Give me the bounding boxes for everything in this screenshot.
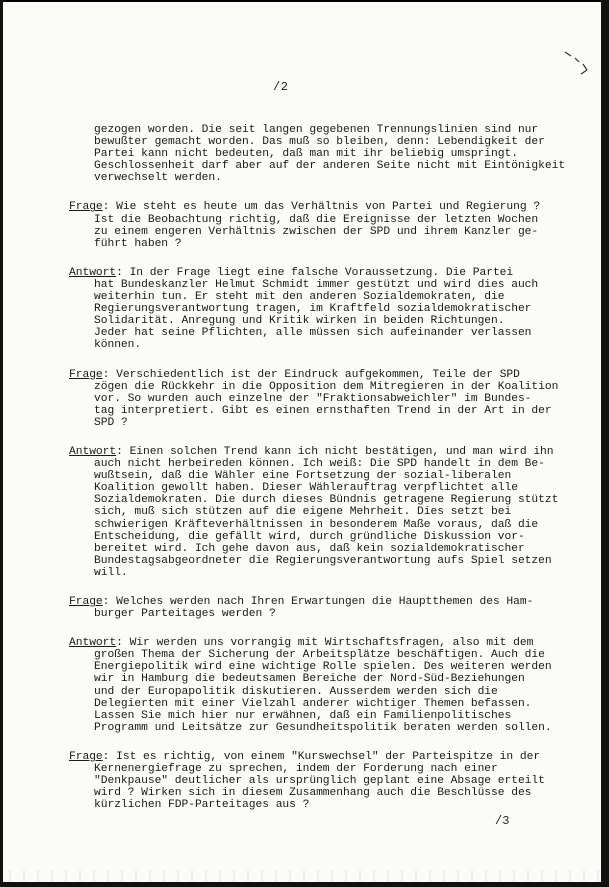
intro-paragraph (94, 124, 589, 184)
block-first-line (69, 637, 589, 649)
scan-noise (3, 870, 601, 882)
frage-block (69, 369, 589, 429)
text-line: sich, muß sich stützen auf die eigene Mehrheit. Dies setzt bei (94, 506, 512, 519)
text-line: bewußter gemacht worden. Das muß so bleiben, denn: Lebendigkeit der (94, 136, 545, 149)
block-first-line (69, 751, 589, 763)
text-line: Ist die Beobachtung richtig, daß die Ereignisse der letzten Wochen (94, 213, 539, 226)
line-text: : In der Frage liegt eine falsche Voraussetzung. Die Partei (116, 266, 514, 279)
antwort-block (69, 637, 589, 734)
text-line: Kernenergiefrage zu sprechen, indem der Forderung nach einer (94, 763, 498, 776)
page-number-top: /2 (273, 80, 289, 94)
text-line: führt haben ? (94, 237, 182, 250)
block-first-line (69, 446, 589, 458)
speaker-label: Antwort (69, 637, 117, 650)
text-line: zögen die Rückkehr in die Opposition dem Mitregieren in der Koalition (94, 380, 559, 393)
block-first-line (69, 201, 589, 213)
pen-mark (563, 44, 593, 84)
text-line: und der Europapolitik diskutieren. Ausserdem werden sich die (94, 685, 498, 698)
text-line: weiterhin tun. Er steht mit den anderen Sozialdemokraten, die (94, 291, 505, 304)
frage-block (69, 751, 589, 811)
line-text: : Einen solchen Trend kann ich nicht bestätigen, und man wird ihn (116, 445, 554, 458)
text-line: Koalition gewollt haben. Dieser Wählerauftrag verpflichtet alle (94, 482, 518, 495)
speaker-label: Frage (69, 750, 103, 763)
speaker-label: Antwort (69, 266, 117, 279)
text-line: vor. So wurden auch einzelne der "Fraktionsabweichler" im Bundes- (94, 392, 532, 405)
speaker-label: Frage (69, 596, 103, 608)
text-line: Partei kann nicht bedeuten, daß man mit ihr beliebig umspringt. (94, 148, 518, 161)
block-first-line (69, 596, 589, 608)
text-line: Delegierten mit einer Vielzahl anderer wichtiger Themen befassen. (94, 697, 532, 710)
text-line: wußtsein, daß die Wähler eine Fortsetzung der sozial-liberalen (94, 470, 512, 483)
block-first-line (69, 267, 589, 279)
text-line: hat Bundeskanzler Helmut Schmidt immer gestützt und wird dies auch (94, 278, 539, 291)
document-page (3, 2, 601, 882)
text-line: Entscheidung, die gefällt wird, durch gründliche Diskussion vor- (94, 530, 525, 543)
text-line: können. (94, 339, 142, 352)
block-first-line (69, 369, 589, 381)
speaker-label: Frage (69, 201, 103, 214)
text-line: Geschlossenheit darf aber auf der anderen Seite nicht mit Eintönigkeit (94, 160, 566, 173)
speaker-label: Antwort (69, 445, 117, 458)
frage-block (69, 596, 589, 620)
text-line: Programm und Leitsätze zur Gesundheitspolitik beraten werden sollen. (94, 721, 552, 734)
text-line: "Denkpause" deutlicher als ursprünglich geplant eine Absage erteilt (94, 775, 545, 788)
scan-border-bottom (0, 882, 609, 887)
text-line: tag interpretiert. Gibt es einen ernsthaften Trend in der Art in der (94, 404, 552, 417)
text-line: Regierungsverantwortung tragen, im Kraftfeld sozialdemokratischer (94, 303, 532, 316)
line-text: : Wir werden uns vorrangig mit Wirtschaftsfragen, also mit dem (116, 637, 534, 650)
text-line: burger Parteitages werden ? (94, 608, 276, 621)
text-line: auch nicht herbeireden können. Ich weiß: Die SPD handelt in dem Be- (94, 458, 545, 471)
text-line: wir in Hamburg die bedeutsamen Bereiche der Nord-Süd-Beziehungen (94, 673, 525, 686)
speaker-label: Frage (69, 368, 103, 381)
text-line: schwierigen Kräfteverhältnissen in besonderem Maße voraus, daß die (94, 518, 539, 531)
text-line: bereitet wird. Ich gehe davon aus, daß kein sozialdemokratischer (94, 542, 525, 555)
text-line: will. (94, 566, 128, 579)
text-line: verwechselt werden. (94, 172, 222, 185)
text-line: kürzlichen FDP-Parteitages aus ? (94, 799, 310, 812)
text-line: gezogen worden. Die seit langen gegebenen Trennungslinien sind nur (94, 124, 539, 136)
text-line: Lassen Sie mich hier nur erwähnen, daß ein Familienpolitisches (94, 709, 512, 722)
document-body (69, 124, 589, 828)
line-text: : Verschiedentlich ist der Eindruck aufgekommen, Teile der SPD (102, 368, 520, 381)
text-line: Bundestagsabgeordneter die Regierungsverantwortung aufs Spiel setzen (94, 554, 552, 567)
text-line: wird ? Wirken sich in diesem Zusammenhang auch die Beschlüsse des (94, 787, 532, 800)
antwort-block (69, 267, 589, 352)
frage-block (69, 201, 589, 249)
text-line: Solidarität. Anregung und Kritik wirken in beiden Richtungen. (94, 315, 505, 328)
antwort-block (69, 446, 589, 579)
scan-border-right (601, 0, 609, 887)
line-text: : Wie steht es heute um das Verhältnis von Partei und Regierung ? (102, 201, 541, 214)
line-text: : Ist es richtig, von einem "Kurswechsel" der Parteispitze in der (102, 750, 541, 763)
text-line: SPD ? (94, 416, 128, 429)
text-line: Sozialdemokraten. Die durch dieses Bündnis getragene Regierung stützt (94, 494, 559, 507)
text-line: Jeder hat seine Pflichten, alle müssen sich aufeinander verlassen (94, 327, 532, 340)
text-line: zu einem engeren Verhältnis zwischen der SPD und ihrem Kanzler ge- (94, 225, 539, 238)
text-line: Energiepolitik wird eine wichtige Rolle spielen. Des weiteren werden (94, 661, 552, 674)
text-line: großen Thema der Sicherung der Arbeitsplätze beschäftigen. Auch die (94, 649, 545, 662)
line-text: : Welches werden nach Ihren Erwartungen die Hauptthemen des Ham- (102, 596, 534, 608)
page-number-bottom: /3 (495, 814, 510, 828)
